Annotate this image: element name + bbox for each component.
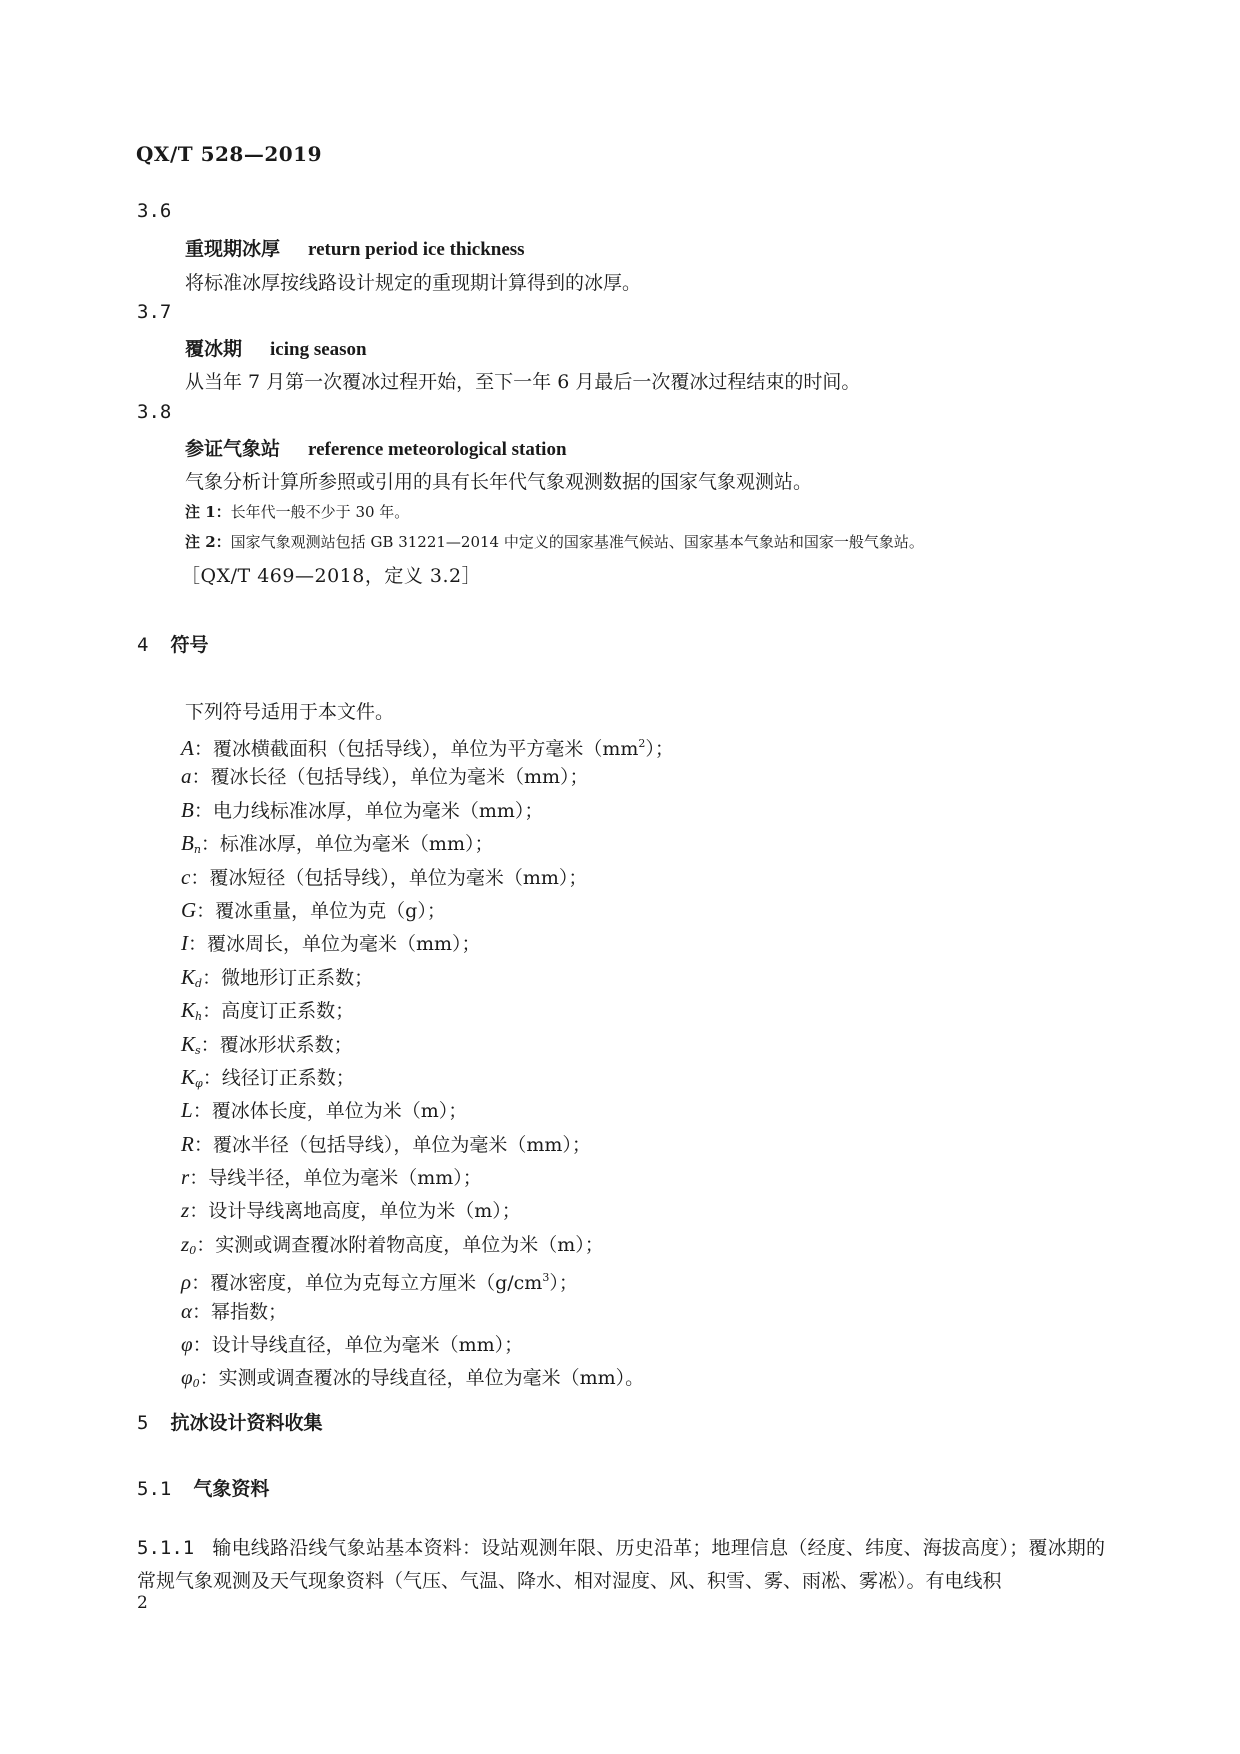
symbol-desc: ：覆冰半径（包括导线），单位为毫米（mm）；: [193, 1133, 591, 1156]
term-number: 3.7: [137, 301, 172, 323]
symbol-sup: 2: [638, 737, 646, 750]
symbol-desc: ：电力线标准冰厚，单位为毫米（mm）；: [193, 799, 544, 822]
symbol-desc: ：覆冰周长，单位为毫米（mm）；: [188, 933, 481, 956]
symbol-desc: ：幂指数；: [192, 1300, 288, 1323]
term-title: [185, 334, 367, 361]
symbol-item: [181, 794, 674, 827]
symbol-desc: ：高度订正系数；: [202, 1000, 355, 1023]
symbol-sub: n: [193, 843, 201, 857]
term-title-en: return period ice thickness: [308, 239, 525, 260]
symbol-desc: ：标准冰厚，单位为毫米（mm）；: [200, 833, 494, 856]
note-label: 注 2：: [185, 533, 231, 551]
paragraph-number: 5.1.1: [137, 1537, 195, 1559]
term-title-zh: 重现期冰厚: [185, 238, 281, 260]
subsection-number: 5.1: [137, 1478, 172, 1500]
symbol-item: [181, 1295, 674, 1328]
symbol: z: [181, 1198, 190, 1223]
section-number: 4: [137, 634, 149, 656]
symbol-desc: ：覆冰重量，单位为克（g）；: [196, 899, 446, 922]
symbol-item: [181, 1061, 674, 1094]
page-number: 2: [137, 1593, 148, 1613]
term-definition: 气象分析计算所参照或引用的具有长年代气象观测数据的国家气象观测站。: [185, 471, 813, 493]
symbol: I: [181, 931, 188, 956]
symbol: φ: [181, 1332, 193, 1357]
symbol-item: [181, 927, 674, 960]
symbol-desc: ：导线半径，单位为毫米（mm）；: [189, 1167, 482, 1190]
symbol-item: [181, 727, 674, 760]
term-title-zh: 覆冰期: [185, 338, 243, 360]
symbol-desc: ：设计导线直径，单位为毫米（mm）；: [192, 1334, 524, 1357]
term-definition: 将标准冰厚按线路设计规定的重现期计算得到的冰厚。: [185, 272, 642, 294]
section-number: 5: [137, 1412, 149, 1434]
symbol-desc: ：实测或调查覆冰的导线直径，单位为毫米（mm）。: [199, 1367, 645, 1390]
symbol-item: [181, 1028, 674, 1061]
document-id: QX/T 528—2019: [136, 142, 323, 166]
section-heading: [137, 630, 208, 657]
symbol-desc: ：覆冰长径（包括导线），单位为毫米（mm）；: [191, 766, 589, 789]
term-reference: ［QX/T 469—2018，定义 3.2］: [181, 565, 482, 587]
symbol-desc: ：微地形订正系数；: [202, 966, 374, 989]
symbol-sub: h: [195, 1010, 203, 1024]
symbol-item: [181, 1328, 674, 1361]
note: [185, 501, 409, 522]
symbol-desc: ：覆冰形状系数；: [200, 1033, 353, 1056]
paragraph-text: 输电线路沿线气象站基本资料：设站观测年限、历史沿革；地理信息（经度、纬度、海拔高度）；覆冰期的常规气象观测及天气现象资料（气压、气温、降水、相对湿度、风、积雪、雾、雨凇、雾凇）。有电线积: [137, 1537, 1105, 1592]
symbol: ρ: [181, 1270, 192, 1295]
symbol-item: [181, 1128, 674, 1161]
symbol-item: [181, 1161, 674, 1194]
note-text: 国家气象观测站包括 GB 31221—2014 中定义的国家基准气候站、国家基本气象站和国家一般气象站。: [230, 533, 924, 551]
subsection-heading: [137, 1474, 269, 1501]
symbol-item: [181, 760, 674, 793]
symbol-item: [181, 961, 674, 994]
term-title: [185, 234, 525, 261]
paragraph: [137, 1532, 1105, 1598]
symbol-sub: φ: [195, 1076, 203, 1090]
symbol-desc: ：覆冰短径（包括导线），单位为毫米（mm）；: [190, 866, 588, 889]
section-intro: 下列符号适用于本文件。: [185, 701, 395, 723]
symbol: φ: [181, 1365, 193, 1390]
symbol-item: [181, 861, 674, 894]
symbol-sub: 0: [192, 1377, 200, 1391]
subsection-title: 气象资料: [193, 1478, 270, 1500]
symbol: K: [181, 964, 196, 989]
symbol-item: [181, 1228, 674, 1261]
note: [185, 531, 924, 552]
term-title-en: reference meteorological station: [308, 439, 567, 460]
symbol-sub: d: [195, 976, 203, 990]
symbol-sub: 0: [189, 1243, 197, 1257]
symbol-list: [181, 727, 674, 1395]
symbol: r: [181, 1165, 190, 1190]
term-title-en: icing season: [270, 339, 367, 360]
symbol-item: [181, 827, 674, 860]
term-number: 3.6: [137, 200, 172, 222]
symbol-item: [181, 894, 674, 927]
symbol-sup: 3: [542, 1271, 550, 1285]
symbol-item: [181, 1194, 674, 1227]
term-number: 3.8: [137, 401, 172, 423]
symbol: B: [181, 797, 194, 822]
symbol-desc: ：线径订正系数；: [202, 1066, 355, 1089]
symbol: G: [181, 897, 197, 922]
symbol-desc: ：实测或调查覆冰附着物高度，单位为米（m）；: [196, 1233, 604, 1256]
symbol: A: [181, 736, 194, 760]
symbol: L: [181, 1098, 193, 1123]
symbol: c: [181, 864, 191, 889]
section-title: 符号: [170, 634, 209, 656]
symbol-tail: ）；: [645, 738, 674, 760]
note-text: 长年代一般不少于 30 年。: [230, 503, 410, 521]
symbol: a: [181, 764, 192, 789]
section-title: 抗冰设计资料收集: [170, 1412, 323, 1434]
symbol: K: [181, 1064, 196, 1089]
symbol-desc: ：覆冰横截面积（包括导线），单位为平方毫米（mm: [193, 738, 639, 760]
symbol-desc: ：覆冰密度，单位为克每立方厘米（g/cm: [191, 1272, 543, 1295]
note-label: 注 1：: [185, 503, 231, 521]
term-title: [185, 434, 567, 461]
symbol-desc: ：设计导线离地高度，单位为米（m）；: [189, 1200, 521, 1223]
symbol-item: [181, 1261, 674, 1294]
symbol-sub: s: [195, 1043, 201, 1057]
term-title-zh: 参证气象站: [185, 438, 281, 460]
symbol: B: [181, 831, 194, 856]
symbol-tail: ）；: [549, 1272, 578, 1295]
section-heading: [137, 1408, 322, 1435]
symbol: α: [181, 1298, 193, 1323]
symbol-item: [181, 994, 674, 1027]
symbol-item: [181, 1361, 674, 1394]
symbol: K: [181, 1031, 196, 1056]
symbol: z: [181, 1231, 190, 1256]
symbol: R: [181, 1131, 194, 1156]
term-definition: 从当年 7 月第一次覆冰过程开始，至下一年 6 月最后一次覆冰过程结束的时间。: [185, 371, 861, 393]
symbol-item: [181, 1094, 674, 1127]
symbol-desc: ：覆冰体长度，单位为米（m）；: [192, 1100, 468, 1123]
symbol: K: [181, 998, 196, 1023]
